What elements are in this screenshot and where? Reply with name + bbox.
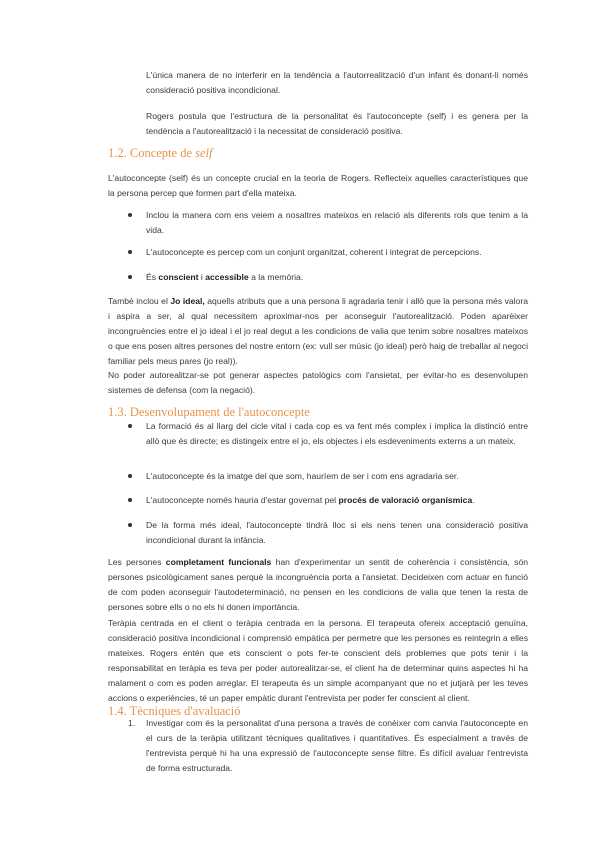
- bullet-text: És conscient i accessible a la memòria.: [146, 272, 304, 282]
- section-heading-tecniques: 1.4. Tècniques d'avaluació: [108, 704, 241, 718]
- intro-paragraph-1: L'única manera de no interferir en la tendència a l'autorrealització d'un infant és donant-li només consideració positiva incondicional.: [146, 70, 528, 95]
- bullet-text: La formació és al llarg del cicle vital i cada cop es va fent més complex i implica la distinció entre allò que és directe; es distingeix entre el jo, els objectes i els esdeveniments externs a un mateix.: [146, 421, 528, 446]
- list-item: [128, 716, 528, 776]
- list-item: [128, 493, 528, 508]
- bullet-text: L'autoconcepte només hauria d'estar governat pel procés de valoració organísmica.: [146, 495, 475, 505]
- bullet-icon: [128, 213, 132, 217]
- list-item: [128, 419, 528, 449]
- intro-paragraph-2: Rogers postula que l'estructura de la personalitat és l'autoconcepte (self) i es genera per la tendència a l'autorealització i la necessitat de consideració positiva.: [146, 111, 528, 136]
- list-item: [128, 208, 528, 238]
- list-item: [128, 245, 528, 260]
- list-number: 1.: [128, 718, 136, 728]
- bullet-icon: [128, 523, 132, 527]
- section12-paragraph-2: També inclou el Jo ideal, aquells atributs que a una persona li agradaria tenir i allò que la persona més valora i aspira a ser, al qual necessitem aproximar-nos per aconseguir l'autorealització. Poden aparèixer incongruències entre el jo ideal i el jo real degut a les condicions de valia que tenim sobre nosaltres mateixos o que ens posen altres persones del nostre entorn (ex: vull ser músic (jo ideal) però haig de treballar al negoci familiar pels meus pares (jo real)).: [108, 296, 528, 366]
- list-item: [128, 518, 528, 548]
- bullet-icon: [128, 474, 132, 478]
- bullet-icon: [128, 498, 132, 502]
- section12-paragraph-3: No poder autorealitzar-se pot generar aspectes patològics com l'ansietat, per evitar-ho es desenvolupen sistemes de defensa (com la negació).: [108, 370, 528, 395]
- bullet-text: L'autoconcepte és la imatge del que som, hauríem de ser i com ens agradaria ser.: [146, 471, 459, 481]
- list-item: [128, 469, 528, 484]
- bullet-icon: [128, 250, 132, 254]
- section-heading-desenvolupament: 1.3. Desenvolupament de l'autoconcepte: [108, 405, 310, 419]
- section13-paragraph-2: Teràpia centrada en el client o teràpia centrada en la persona. El terapeuta ofereix acceptació genuïna, consideració positiva incondicional i comprensió empàtica per permetre que les persones es reintegrin a elles mateixes. Rogers entén que ets conscient o pots fer-te conscient dels problemes que pots tenir i la responsabilitat en teràpia es teva per poder autorealitzar-se, el client ha de determinar quins aspectes hi ha malament o com es poden arreglar. El terapeuta és un simple acompanyant que no et jutjarà per les teves accions o experiències, té un paper empàtic durant l'entrevista per poder fer conscient al client.: [108, 618, 528, 703]
- bullet-icon: [128, 424, 132, 428]
- bullet-icon: [128, 275, 132, 279]
- list-item: [128, 270, 528, 285]
- bullet-text: Inclou la manera com ens veiem a nosaltres mateixos en relació als diferents rols que tenim a la vida.: [146, 210, 528, 235]
- section13-paragraph-1: Les persones completament funcionals han d'experimentar un sentit de coherència i consistència, són persones psicològicament sanes perquè la incongruència porta a l'ansietat. Decideixen com actuar en funció de com poden aconseguir l'autodeterminació, no pensen en les condicions de valia que tenen la resta de persones sobre ells o no els hi donen importància.: [108, 557, 529, 612]
- section12-paragraph-1: L'autoconcepte (self) és un concepte crucial en la teoria de Rogers. Reflecteix aquelles característiques que la persona percep que formen part d'ella mateixa.: [108, 173, 528, 198]
- bullet-text: De la forma més ideal, l'autoconcepte tindrà lloc si els nens tenen una consideració positiva incondicional durant la infància.: [146, 520, 528, 545]
- numbered-text: Investigar com és la personalitat d'una persona a través de conèixer com canvia l'autoconcepte en el curs de la teràpia utilitzant tècniques qualitatives i quantitatives. És especialment a través de l'entrevista perquè hi ha una expressió de l'autoconcepte sense filtre. És difícil avaluar l'entrevista de forma estructurada.: [146, 718, 528, 773]
- bullet-text: L'autoconcepte es percep com un conjunt organitzat, coherent i integrat de percepcions.: [146, 247, 482, 257]
- section-heading-concepte-self: 1.2. Concepte de self: [108, 146, 213, 160]
